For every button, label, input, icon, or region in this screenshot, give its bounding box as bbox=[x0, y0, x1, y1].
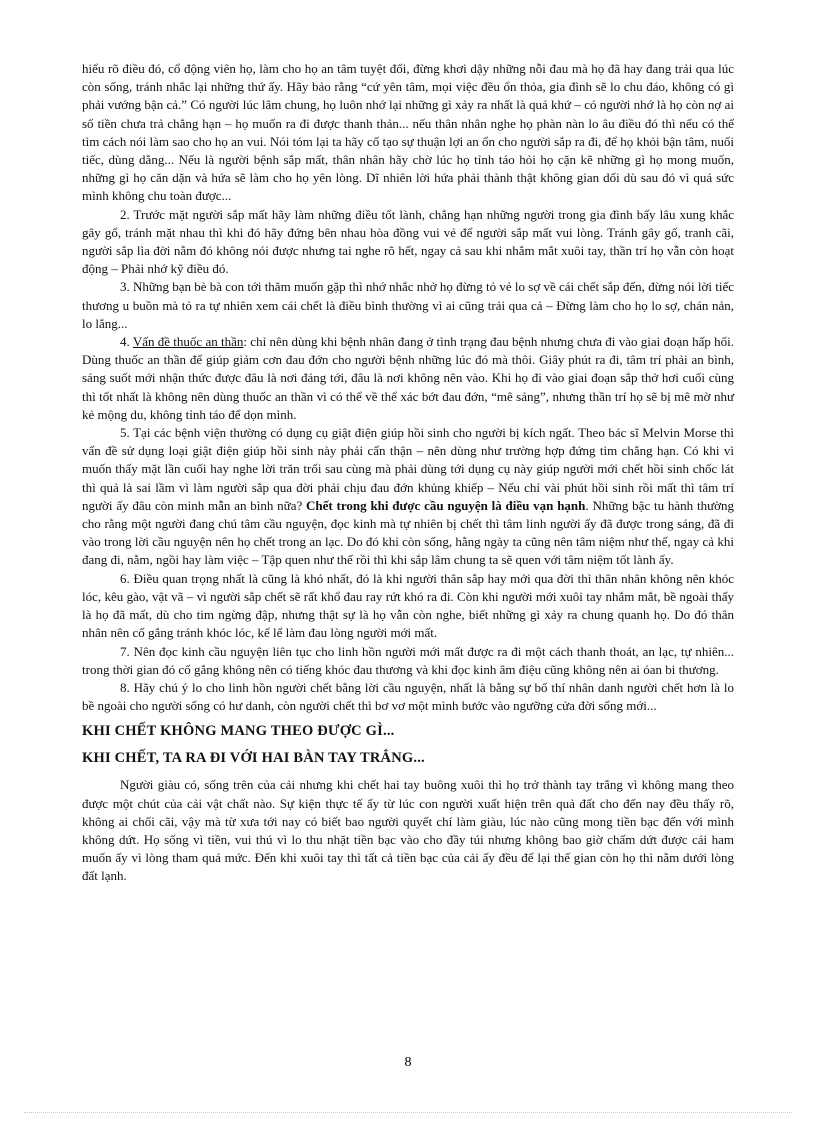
intro-paragraph: hiểu rõ điều đó, cổ động viên họ, làm cho họ an tâm tuyệt đối, đừng khơi dậy những nỗi đau mà họ đã hay đang trải qua lúc còn sống, tránh nhắc lại những thứ ấy. Hãy bảo rằng “cứ yên tâm, mọi việc đều ổn thỏa, gia đình sẽ lo chu đáo, không có gì phải vướng bận cả.” Có người lúc lâm chung, họ luôn nhớ lại những gì xảy ra nhất là quá khứ – có người nhớ là họ còn nợ ai số tiền chưa trả chẳng hạn – họ muốn ra đi được thanh thản... nếu thân nhân nghe họ phàn nàn lo âu điều đó thì nếu có thể tìm cách nói làm sao cho họ an vui. Nói tóm lại ta hãy cố tạo sự thuận lợi an ổn cho người sắp ra đi, để họ khỏi bận tâm, nuối tiếc, dùng dằng... Nếu là người bệnh sắp mất, thân nhân hãy chờ lúc họ tỉnh táo hỏi họ cặn kẽ những gì họ mong muốn, những gì họ căn dặn và hứa sẽ làm cho họ yên lòng. Dĩ nhiên lời hứa phải thành thật không gian dối dù sau đó vì quá sức mình không chu toàn được... bbox=[82, 61, 734, 204]
paragraph-4-body: : chỉ nên dùng khi bệnh nhân đang ở tình trạng đau bệnh nhưng chưa đi vào giai đoạn hấp hối. Dùng thuốc an thần để giúp giảm cơn đau đớn cho người bệnh những lúc đó mà thôi. Giây phút ra đi, tâm trí phải an bình, sáng suốt mới nhận thức được đâu là nơi đáng tới, đâu là nơi không nên vào. Khi họ đi vào giai đoạn sắp thở hơi cuối cùng thì tốt nhất là không nên dùng thuốc an thần vì có thể về thể xác bớt đau đớn, “mê sảng”, nhưng thần trí họ sẽ bị mê mờ như kẻ mộng du, không tỉnh táo để dọn mình. bbox=[82, 334, 735, 422]
paragraph-5-bold-phrase: Chết trong khi được cầu nguyện là điều vạn hạnh bbox=[306, 497, 586, 513]
page-bottom-divider bbox=[24, 1112, 792, 1113]
section-heading-1: KHI CHẾT KHÔNG MANG THEO ĐƯỢC GÌ... bbox=[82, 723, 395, 740]
paragraph-2: 2. Trước mặt người sắp mất hãy làm những điều tốt lành, chẳng hạn những người trong gia đình bấy lâu xung khắc gây gổ, tránh mặt nhau thì khi đó hãy đứng bên nhau hòa đồng vui vẻ để người sắp mất vui lòng. Tránh gây gổ, tranh cãi, người sắp lìa đời nằm đó không nói được nhưng tai nghe rõ hết, ngay cả sau khi nhắm mắt xuôi tay, thần trí họ vẫn còn hoạt động – Phải nhớ kỹ điều đó. bbox=[82, 206, 734, 277]
paragraph-4 bbox=[82, 333, 734, 424]
paragraph-5 bbox=[82, 424, 734, 570]
paragraph-7: 7. Nên đọc kinh cầu nguyện liên tục cho linh hồn người mới mất được ra đi một cách thanh thoát, an lạc, tự nhiên... trong thời gian đó cố gắng không nên có tiếng khóc đau thương và khi đọc kinh âm điệu cũng không nên ai óan bi thương. bbox=[82, 643, 734, 677]
paragraph-4-topic: Vấn đề thuốc an thần bbox=[132, 334, 244, 350]
paragraph-4-number: 4. bbox=[120, 334, 133, 350]
paragraph-6: 6. Điều quan trọng nhất là cũng là khó nhất, đó là khi người thân sắp hay mới qua đời thì thân nhân không nên khóc lóc, kêu gào, vật vã – vì người sắp chết sẽ rất khổ đau ray rứt khó ra đi. Còn khi người mới xuôi tay nhắm mắt, bề ngoài thấy là họ đã mất, dù cho tim ngừng đập, nhưng thật sự là họ vẫn còn nghe, biết những gì xảy ra chung quanh họ. Do đó thân nhân nên cố gắng tránh khóc lóc, kể lể làm đau lòng người mới mất. bbox=[82, 570, 734, 641]
paragraph-8: 8. Hãy chú ý lo cho linh hồn người chết bằng lời cầu nguyện, nhất là bằng sự bố thí nhân danh người chết hơn là lo bề ngoài cho người sống có hư danh, còn người chết thì bơ vơ một mình bước vào ngưỡng cửa đời sống mới... bbox=[82, 679, 734, 714]
paragraph-5-body-b: . Những bậc tu hành thường cho rằng một người đang chú tâm cầu nguyện, đọc kinh mà tự nhiên bị chết thì tâm linh người ấy đã được trong sáng, đã đi vào trong lời cầu nguyện nên họ chết trong an lạc. Do đó khi còn sống, hằng ngày ta cũng nên tâm niệm như thế, ngay cả khi đang đi, nằm, ngồi hay làm việc – Tập quen như thế rồi thì khi sắp lâm chung ta sẽ quen với tâm niệm tốt lành ấy. bbox=[82, 497, 735, 568]
paragraph-3: 3. Những bạn bè bà con tới thăm muốn gặp thì nhớ nhắc nhở họ đừng tỏ vẻ lo sợ về cái chết sắp đến, đừng nói lời tiếc thương u buồn mà tỏ ra tự nhiên xem cái chết là điều bình thường vì ai cũng trải qua cả – Đừng làm cho họ lo sợ, chán nản, lo lắng... bbox=[82, 279, 734, 331]
paragraph-5-body-a: 5. Tại các bệnh viện thường có dụng cụ giật điện giúp hồi sinh cho người bị kích ngất. Theo bác sĩ Melvin Morse thì vấn đề sử dụng loại giật điện giúp hồi sinh này phải cẩn thận – nên dùng như trường hợp đứng tim chẳng hạn. Có khi vì muốn thấy mặt lần cuối hay nghe lời trăn trối sau cùng mà phải dùng tới dụng cụ này giúp người mới chết hồi sinh chốc lát thì quả là sai lầm vì làm người sắp qua đời phải chịu đau đớn khủng khiếp – Nếu chỉ vài phút hồi sinh rồi mất thì tâm trí người ấy đâu còn minh mẫn an bình nữa? bbox=[82, 425, 734, 513]
section-heading-2: KHI CHẾT, TA RA ĐI VỚI HAI BÀN TAY TRẮNG... bbox=[82, 750, 425, 767]
page-number: 8 bbox=[404, 1055, 412, 1070]
closing-paragraph: Người giàu có, sống trên của cải nhưng khi chết hai tay buông xuôi thì họ trở thành tay trắng vì không mang theo được một chút của cải vật chất nào. Sự kiện thực tế ấy từ lúc con người xuất hiện trên quả đất cho đến nay đều thấy rõ, không ai chối cãi, vậy mà từ xưa tới nay có biết bao người quyết chí làm giàu, lúc nào cũng mong tiền bạc đến với mình không dứt. Họ sống vì tiền, vui thú vì lo thu nhặt tiền bạc vào cho đầy túi nhưng không bao giờ chấm dứt được cái ham muốn ấy vì lòng tham quá mức. Đến khi xuôi tay thì tất cả tiền bạc của cải ấy đều để lại thế gian còn họ thì nằm dưới lòng đất lạnh. bbox=[82, 777, 734, 884]
